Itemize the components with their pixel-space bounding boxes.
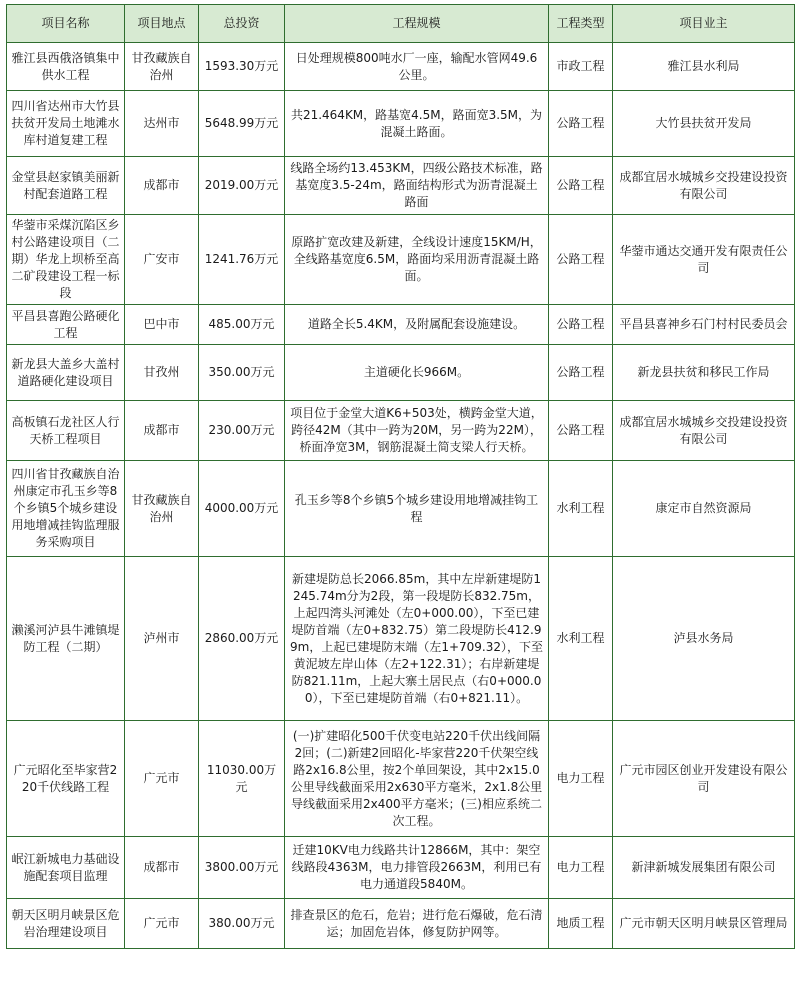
header-project-type: 工程类型 <box>549 5 613 43</box>
table-row <box>7 899 795 949</box>
project-location-cell: 达州市 <box>125 91 199 157</box>
total-investment-cell: 4000.00万元 <box>199 461 285 557</box>
project-owner-cell: 广元市朝天区明月峡景区管理局 <box>613 899 795 949</box>
table-row <box>7 401 795 461</box>
project-owner-cell: 平昌县喜神乡石门村村民委员会 <box>613 305 795 345</box>
total-investment-cell: 2019.00万元 <box>199 157 285 215</box>
project-scale-cell: 共21.464KM，路基宽4.5M，路面宽3.5M，为混凝土路面。 <box>285 91 549 157</box>
total-investment-cell: 485.00万元 <box>199 305 285 345</box>
project-owner-cell: 成都宜居水城城乡交投建设投资有限公司 <box>613 157 795 215</box>
project-owner-cell: 康定市自然资源局 <box>613 461 795 557</box>
project-type-cell: 水利工程 <box>549 557 613 721</box>
project-name-cell: 四川省达州市大竹县扶贫开发局土地滩水库村道复建工程 <box>7 91 125 157</box>
project-scale-cell: 道路全长5.4KM，及附属配套设施建设。 <box>285 305 549 345</box>
project-scale-cell: (一)扩建昭化500千伏变电站220千伏出线间隔2回；(二)新建2回昭化-毕家营220千伏架空线路2x16.8公里，按2个单回架设，其中2x15.0公里导线截面采用2x630平方毫米，2x1.8公里导线截面采用2x400平方毫米；(三)相应系统二次工程。 <box>285 721 549 837</box>
header-project-name: 项目名称 <box>7 5 125 43</box>
project-location-cell: 广元市 <box>125 899 199 949</box>
project-scale-cell: 新建堤防总长2066.85m，其中左岸新建堤防1245.74m分为2段，第一段堤防长832.75m，上起四湾头河滩处（左0+000.00），下至已建堤防首端（左0+832.75）第二段堤防长412.99m，上起已建堤防末端（左1+709.32），下至黄泥坡左岸山体（左2+122.31）；右岸新建堤防821.11m，上起大寨土居民点（右0+000.00），下至已建堤防首端（右0+821.11）。 <box>285 557 549 721</box>
table-row <box>7 837 795 899</box>
header-total-investment: 总投资 <box>199 5 285 43</box>
project-name-cell: 金堂县赵家镇美丽新村配套道路工程 <box>7 157 125 215</box>
project-scale-cell: 线路全场约13.453KM，四级公路技术标准，路基宽度3.5-24m，路面结构形式为沥青混凝土路面 <box>285 157 549 215</box>
project-location-cell: 甘孜藏族自治州 <box>125 43 199 91</box>
project-location-cell: 广安市 <box>125 215 199 305</box>
project-type-cell: 公路工程 <box>549 345 613 401</box>
project-location-cell: 成都市 <box>125 157 199 215</box>
project-scale-cell: 项目位于金堂大道K6+503处，横跨金堂大道，跨径42M（其中一跨为20M，另一跨为22M），桥面净宽3M，钢筋混凝土简支梁人行天桥。 <box>285 401 549 461</box>
table-row <box>7 721 795 837</box>
project-owner-cell: 雅江县水利局 <box>613 43 795 91</box>
project-scale-cell: 日处理规模800吨水厂一座，输配水管网49.6公里。 <box>285 43 549 91</box>
table-header <box>7 5 795 43</box>
total-investment-cell: 11030.00万元 <box>199 721 285 837</box>
table-row <box>7 305 795 345</box>
project-name-cell: 新龙县大盖乡大盖村道路硬化建设项目 <box>7 345 125 401</box>
project-name-cell: 广元昭化至毕家营220千伏线路工程 <box>7 721 125 837</box>
table-row <box>7 157 795 215</box>
table-row <box>7 461 795 557</box>
project-location-cell: 泸州市 <box>125 557 199 721</box>
total-investment-cell: 3800.00万元 <box>199 837 285 899</box>
project-scale-cell: 排查景区的危石，危岩；进行危石爆破，危石清运；加固危岩体，修复防护网等。 <box>285 899 549 949</box>
project-owner-cell: 广元市园区创业开发建设有限公司 <box>613 721 795 837</box>
header-project-owner: 项目业主 <box>613 5 795 43</box>
project-location-cell: 甘孜藏族自治州 <box>125 461 199 557</box>
project-owner-cell: 华蓥市通达交通开发有限责任公司 <box>613 215 795 305</box>
project-table <box>6 4 795 949</box>
total-investment-cell: 2860.00万元 <box>199 557 285 721</box>
project-owner-cell: 新津新城发展集团有限公司 <box>613 837 795 899</box>
table-body <box>7 43 795 949</box>
project-name-cell: 岷江新城电力基础设施配套项目监理 <box>7 837 125 899</box>
table-row <box>7 215 795 305</box>
table-row <box>7 345 795 401</box>
project-scale-cell: 原路扩宽改建及新建，全线设计速度15KM/H，全线路基宽度6.5M，路面均采用沥青混凝土路面。 <box>285 215 549 305</box>
project-name-cell: 雅江县西俄洛镇集中供水工程 <box>7 43 125 91</box>
total-investment-cell: 1241.76万元 <box>199 215 285 305</box>
project-type-cell: 电力工程 <box>549 837 613 899</box>
project-type-cell: 市政工程 <box>549 43 613 91</box>
project-name-cell: 濑溪河泸县牛滩镇堤防工程（二期） <box>7 557 125 721</box>
project-name-cell: 四川省甘孜藏族自治州康定市孔玉乡等8个乡镇5个城乡建设用地增减挂钩监理服务采购项目 <box>7 461 125 557</box>
project-type-cell: 公路工程 <box>549 157 613 215</box>
table-row <box>7 91 795 157</box>
project-owner-cell: 泸县水务局 <box>613 557 795 721</box>
header-row <box>7 5 795 43</box>
project-owner-cell: 大竹县扶贫开发局 <box>613 91 795 157</box>
project-scale-cell: 孔玉乡等8个乡镇5个城乡建设用地增减挂钩工程 <box>285 461 549 557</box>
project-type-cell: 地质工程 <box>549 899 613 949</box>
project-name-cell: 华蓥市采煤沉陷区乡村公路建设项目（二期）华龙上坝桥至高二矿段建设工程一标段 <box>7 215 125 305</box>
total-investment-cell: 350.00万元 <box>199 345 285 401</box>
total-investment-cell: 5648.99万元 <box>199 91 285 157</box>
header-project-location: 项目地点 <box>125 5 199 43</box>
project-type-cell: 公路工程 <box>549 401 613 461</box>
project-location-cell: 成都市 <box>125 401 199 461</box>
project-type-cell: 电力工程 <box>549 721 613 837</box>
project-scale-cell: 迁建10KV电力线路共计12866M，其中：架空线路段4363M，电力排管段2663M，利用已有电力通道段5840M。 <box>285 837 549 899</box>
total-investment-cell: 230.00万元 <box>199 401 285 461</box>
project-type-cell: 公路工程 <box>549 305 613 345</box>
project-type-cell: 公路工程 <box>549 215 613 305</box>
project-owner-cell: 新龙县扶贫和移民工作局 <box>613 345 795 401</box>
table-row <box>7 43 795 91</box>
project-owner-cell: 成都宜居水城城乡交投建设投资有限公司 <box>613 401 795 461</box>
project-location-cell: 巴中市 <box>125 305 199 345</box>
total-investment-cell: 380.00万元 <box>199 899 285 949</box>
project-name-cell: 高板镇石龙社区人行天桥工程项目 <box>7 401 125 461</box>
project-location-cell: 成都市 <box>125 837 199 899</box>
project-type-cell: 公路工程 <box>549 91 613 157</box>
project-location-cell: 甘孜州 <box>125 345 199 401</box>
table-row <box>7 557 795 721</box>
project-scale-cell: 主道硬化长966M。 <box>285 345 549 401</box>
header-project-scale: 工程规模 <box>285 5 549 43</box>
total-investment-cell: 1593.30万元 <box>199 43 285 91</box>
project-type-cell: 水利工程 <box>549 461 613 557</box>
project-location-cell: 广元市 <box>125 721 199 837</box>
project-name-cell: 朝天区明月峡景区危岩治理建设项目 <box>7 899 125 949</box>
project-name-cell: 平昌县喜跑公路硬化工程 <box>7 305 125 345</box>
